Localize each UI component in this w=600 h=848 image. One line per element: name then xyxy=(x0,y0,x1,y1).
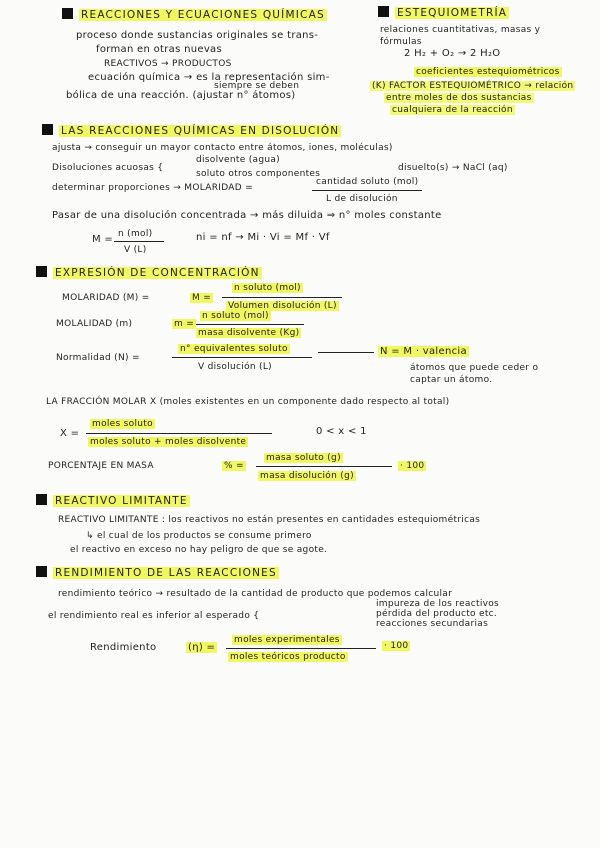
formula-suffix: · 100 xyxy=(384,641,409,651)
formula-prefix: (η) = xyxy=(188,642,216,653)
fraction-numerator: moles soluto xyxy=(92,419,153,429)
formula-prefix: M = xyxy=(192,293,212,303)
checkbox-square-icon xyxy=(36,566,47,577)
formula-prefix: % = xyxy=(224,461,244,471)
formula: ni = nf → Mi · Vi = Mf · Vf xyxy=(196,232,330,243)
normalidad-label: Normalidad (N) = xyxy=(56,353,140,363)
note-line: entre moles de dos sustancias xyxy=(386,93,532,103)
note-line: el rendimiento real es inferior al esperado { xyxy=(48,611,260,621)
fraction-numerator: n° equivalentes soluto xyxy=(180,344,288,354)
fraction-bar xyxy=(312,190,422,191)
note-line: rendimiento teórico → resultado de la cantidad de producto que podemos calcular xyxy=(58,589,453,599)
note-line: cualquiera de la reacción xyxy=(392,105,513,115)
section-title-disolucion: LAS REACCIONES QUÍMICAS EN DISOLUCIÓN xyxy=(42,124,341,137)
fraction-denominator: Volumen disolución (L) xyxy=(228,301,337,311)
fraction-denominator: V (L) xyxy=(124,245,147,255)
note-line: bólica de una reacción. (ajustar n° átomos) xyxy=(66,90,296,101)
checkbox-square-icon xyxy=(42,124,53,135)
formula-prefix: X = xyxy=(60,428,80,439)
fraction-denominator: L de disolución xyxy=(326,194,398,204)
range: 0 < x < 1 xyxy=(316,426,367,437)
checkbox-square-icon xyxy=(36,266,47,277)
fraccion-molar-label: LA FRACCIÓN MOLAR X (moles existentes en un componente dado respecto al total) xyxy=(46,397,450,407)
fraction-denominator: moles soluto + moles disolvente xyxy=(90,437,247,447)
formula-prefix: M = xyxy=(92,234,114,245)
note-line: ↳ el cual de los productos se consume primero xyxy=(86,531,312,541)
section-title-reactivo-limitante: REACTIVO LIMITANTE xyxy=(36,494,190,507)
section-title-rendimiento: RENDIMIENTO DE LAS REACCIONES xyxy=(36,566,279,579)
fraction-bar xyxy=(226,648,376,649)
fraction-bar xyxy=(172,357,312,358)
note-line: disolvente (agua) xyxy=(196,155,280,165)
section-title-concentracion: EXPRESIÓN DE CONCENTRACIÓN xyxy=(36,266,262,279)
note-line: soluto otros componentes xyxy=(196,169,321,179)
note-line: el reactivo en exceso no hay peligro de que se agote. xyxy=(70,545,328,555)
fraction-bar xyxy=(114,241,164,242)
molalidad-label: MOLALIDAD (m) xyxy=(56,319,133,329)
note-line: coeficientes estequiométricos xyxy=(416,67,560,77)
formula-suffix: · 100 xyxy=(400,461,425,471)
note-line: fórmulas xyxy=(380,37,422,47)
note-line: REACTIVO LIMITANTE : los reactivos no están presentes en cantidades estequiométricas xyxy=(58,515,481,525)
note-annotation: captar un átomo. xyxy=(410,375,493,385)
note-line: determinar proporciones → MOLARIDAD = xyxy=(52,183,253,193)
fraction-bar xyxy=(196,324,304,325)
fraction-bar xyxy=(256,466,392,467)
note-line: proceso donde sustancias originales se trans- xyxy=(76,30,319,41)
fraction-numerator: n (mol) xyxy=(118,229,153,239)
section-title-reacciones: REACCIONES Y ECUACIONES QUÍMICAS xyxy=(62,8,327,21)
checkbox-square-icon xyxy=(62,8,73,19)
fraction-numerator: n soluto (mol) xyxy=(202,311,269,321)
note-line: impureza de los reactivos xyxy=(376,599,500,609)
molaridad-label: MOLARIDAD (M) = xyxy=(62,293,150,303)
note-line: Pasar de una disolución concentrada → más diluida ⇒ n° moles constante xyxy=(52,210,442,221)
fraction-bar xyxy=(222,297,342,298)
fraction-denominator: masa disolución (g) xyxy=(260,471,354,481)
note-line: ajusta → conseguir un mayor contacto entre átomos, iones, moléculas) xyxy=(52,143,393,153)
equation: 2 H₂ + O₂ → 2 H₂O xyxy=(404,48,501,59)
note-line: (K) FACTOR ESTEQUIOMÉTRICO → relación xyxy=(372,81,574,91)
section-title-estequiometria: ESTEQUIOMETRÍA xyxy=(378,6,509,19)
fraction-denominator: moles teóricos producto xyxy=(230,652,346,662)
note-line: disuelto(s) → NaCl (aq) xyxy=(398,163,508,173)
checkbox-square-icon xyxy=(36,494,47,505)
porcentaje-label: PORCENTAJE EN MASA xyxy=(48,461,154,471)
note-line: forman en otras nuevas xyxy=(96,44,222,55)
arrow-line xyxy=(318,352,374,353)
note-annotation: átomos que puede ceder o xyxy=(410,363,539,373)
fraction-numerator: moles experimentales xyxy=(234,635,340,645)
checkbox-square-icon xyxy=(378,6,389,17)
fraction-denominator: V disolución (L) xyxy=(198,362,272,372)
note-line: relaciones cuantitativas, masas y xyxy=(380,25,541,35)
note-line: pérdida del producto etc. xyxy=(376,609,498,619)
note-line: ecuación química → es la representación sim- xyxy=(88,72,330,83)
fraction-numerator: cantidad soluto (mol) xyxy=(316,177,419,187)
fraction-bar xyxy=(86,433,272,434)
rendimiento-label: Rendimiento xyxy=(90,642,157,653)
fraction-denominator: masa disolvente (Kg) xyxy=(198,328,300,338)
note-annotation: siempre se deben xyxy=(214,81,300,91)
formula-prefix: m = xyxy=(174,319,195,329)
formula-result: N = M · valencia xyxy=(380,346,467,357)
fraction-numerator: masa soluto (g) xyxy=(266,453,341,463)
note-line: REACTIVOS → PRODUCTOS xyxy=(104,59,232,69)
fraction-numerator: n soluto (mol) xyxy=(234,283,301,293)
note-line: reacciones secundarias xyxy=(376,619,489,629)
note-line: Disoluciones acuosas { xyxy=(52,163,164,173)
